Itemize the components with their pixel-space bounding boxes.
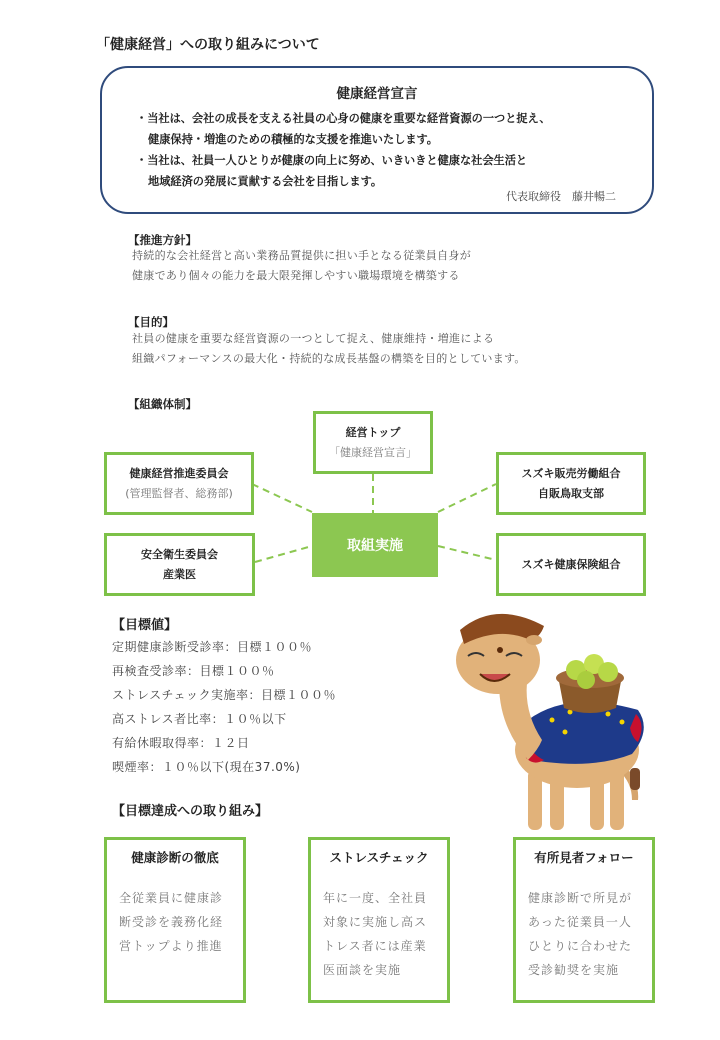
achievement-heading: 【目標達成への取り組み】 [112,804,269,819]
target-item: 高ストレス者比率：１０％以下 [112,712,287,726]
declaration-line: 地域経済の発展に貢献する会社を目指します。 [148,175,383,188]
connector-line [438,546,496,560]
purpose-line: 社員の健康を重要な経営資源の一つとして捉え、健康維持・増進による [132,332,495,345]
org-box-safety-committee [104,533,255,596]
purpose-line: 組織パフォーマンスの最大化・持続的な成長基盤の構築を目的としています。 [132,352,526,365]
card-title: 有所見者フォロー [534,850,634,865]
card-findings-follow [513,837,655,1003]
connector-line [438,484,496,512]
card-title: 健康診断の徹底 [131,850,219,865]
card-health-checkup [104,837,246,1003]
target-item: 定期健康診断受診率：目標１００％ [112,640,313,654]
camel-mascot-illustration [440,600,680,840]
target-item: 再検査受診率：目標１００％ [112,664,275,678]
org-box-title: 健康経営推進委員会 [129,466,229,480]
org-box-title: 経営トップ [345,425,401,439]
policy-line: 健康であり個々の能力を最大限発揮しやすい職場環境を構築する [132,269,460,282]
policy-line: 持続的な会社経営と高い業務品質提供に担い手となる従業員自身が [132,249,471,262]
page-title: 「健康経営」への取り組みについて [96,37,320,53]
declaration-title: 健康経営宣言 [336,86,418,102]
card-stress-check [308,837,450,1003]
declaration-line: ・当社は、会社の成長を支える社員の心身の健康を重要な経営資源の一つと捉え、 [136,112,551,125]
card-title: ストレスチェック [329,850,429,865]
org-box-sub: 自販鳥取支部 [538,486,604,500]
connector-line [252,484,312,512]
target-item: 有給休暇取得率：１２日 [112,736,250,750]
targets-heading: 【目標値】 [112,618,178,633]
card-body: 健康診断で所見が あった従業員一人 ひとりに合わせた 受診勧奨を実施 [528,891,633,977]
org-box-title: スズキ販売労働組合 [521,466,621,480]
purpose-heading: 【目的】 [128,315,174,329]
target-item: 喫煙率：１０％以下(現在37.0%) [112,760,301,774]
org-box-sub: 「健康経営宣言」 [329,445,417,459]
organization-heading: 【組織体制】 [128,397,197,411]
card-body: 全従業員に健康診 断受診を義務化経 営トップより推進 [119,891,224,953]
org-box-title: スズキ健康保険組合 [521,557,621,571]
org-center-box: 取組実施 [312,513,438,577]
policy-heading: 【推進方針】 [128,233,197,247]
org-box-labor-union [496,452,646,515]
org-box-top [313,411,433,474]
org-box-promotion-committee [104,452,254,515]
org-box-health-insurance [496,533,646,596]
declaration-line: ・当社は、社員一人ひとりが健康の向上に努め、いきいきと健康な社会生活と [136,154,528,167]
org-box-sub: (管理監督者、総務部) [125,486,233,500]
target-item: ストレスチェック実施率：目標１００％ [112,688,337,702]
org-box-title: 安全衛生委員会 [141,547,218,561]
card-body: 年に一度、全社員 対象に実施し高ス トレス者には産業 医面談を実施 [323,891,428,977]
declaration-line: 健康保持・増進のための積極的な支援を推進いたします。 [148,133,438,146]
connector-line [255,546,312,562]
declaration-signature: 代表取締役 藤井暢二 [506,190,616,203]
org-box-sub: 産業医 [163,567,196,581]
